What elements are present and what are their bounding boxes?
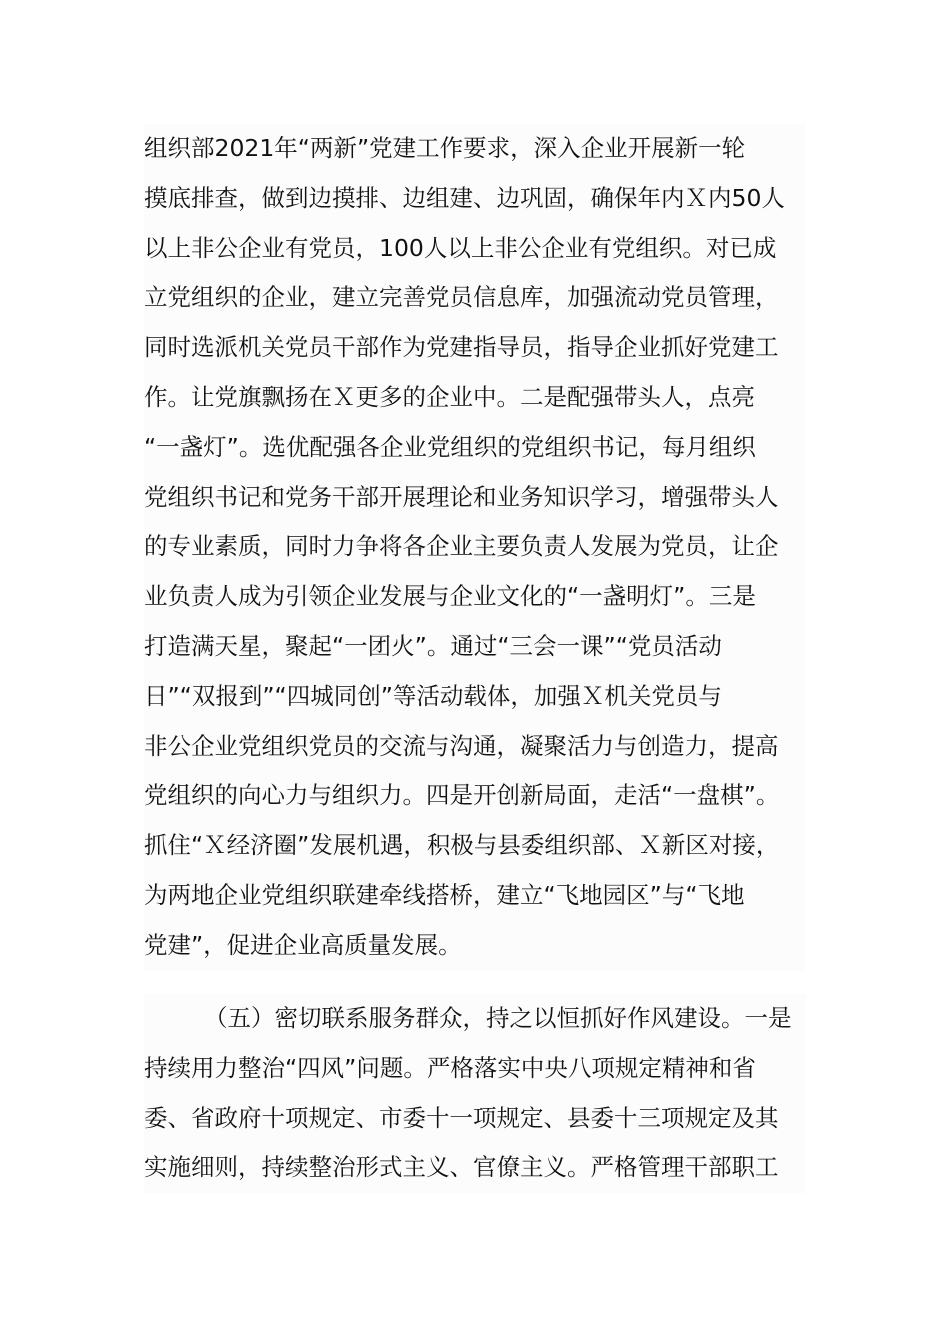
text-line: 的专业素质，同时力争将各企业主要负责人发展为党员，让企 <box>144 532 779 561</box>
text-line: 党组织的向心力与组织力。四是开创新局面，走活“一盘棋”。 <box>144 781 780 810</box>
text-line: 党建”，促进企业高质量发展。 <box>144 930 462 959</box>
paragraph-2 <box>144 994 806 1193</box>
text-line: 组织部2021年“两新”党建工作要求，深入企业开展新一轮 <box>144 134 746 162</box>
text-line: 立党组织的企业，建立完善党员信息库，加强流动党员管理， <box>144 283 779 312</box>
text-line: “一盏灯”。选优配强各企业党组织的党组织书记，每月组织 <box>144 432 756 461</box>
text-line: 实施细则，持续整治形式主义、官僚主义。严格管理干部职工 <box>144 1153 779 1182</box>
text-line: 抓住“Ｘ经济圈”发展机遇，积极与县委组织部、Ｘ新区对接， <box>144 831 780 860</box>
text-line: 非公企业党组织党员的交流与沟通，凝聚活力与创造力，提高 <box>144 731 779 760</box>
text-line: （五）密切联系服务群众，持之以恒抓好作风建设。一是 <box>204 1004 792 1032</box>
text-line: 日”“双报到”“四城同创”等活动载体，加强Ｘ机关党员与 <box>144 681 722 710</box>
text-line: 以上非公企业有党员，100人以上非公企业有党组织。对已成 <box>144 233 777 262</box>
text-line: 为两地企业党组织联建牵线搭桥，建立“飞地园区”与“飞地 <box>144 880 745 909</box>
text-line: 作。让党旗飘扬在Ｘ更多的企业中。二是配强带头人，点亮 <box>144 382 755 411</box>
text-line: 持续用力整治“四风”问题。严格落实中央八项规定精神和省 <box>144 1053 756 1082</box>
text-line: 摸底排查，做到边摸排、边组建、边巩固，确保年内Ｘ内50人 <box>144 183 785 212</box>
text-line: 同时选派机关党员干部作为党建指导员，指导企业抓好党建工 <box>144 333 779 362</box>
text-line: 打造满天星，聚起“一团火”。通过“三会一课”“党员活动 <box>144 631 722 660</box>
text-line: 党组织书记和党务干部开展理论和业务知识学习，增强带头人 <box>144 482 779 511</box>
text-line: 委、省政府十项规定、市委十一项规定、县委十三项规定及其 <box>144 1103 779 1132</box>
paragraph-1 <box>144 124 806 971</box>
text-line: 业负责人成为引领企业发展与企业文化的“一盏明灯”。三是 <box>144 582 756 611</box>
